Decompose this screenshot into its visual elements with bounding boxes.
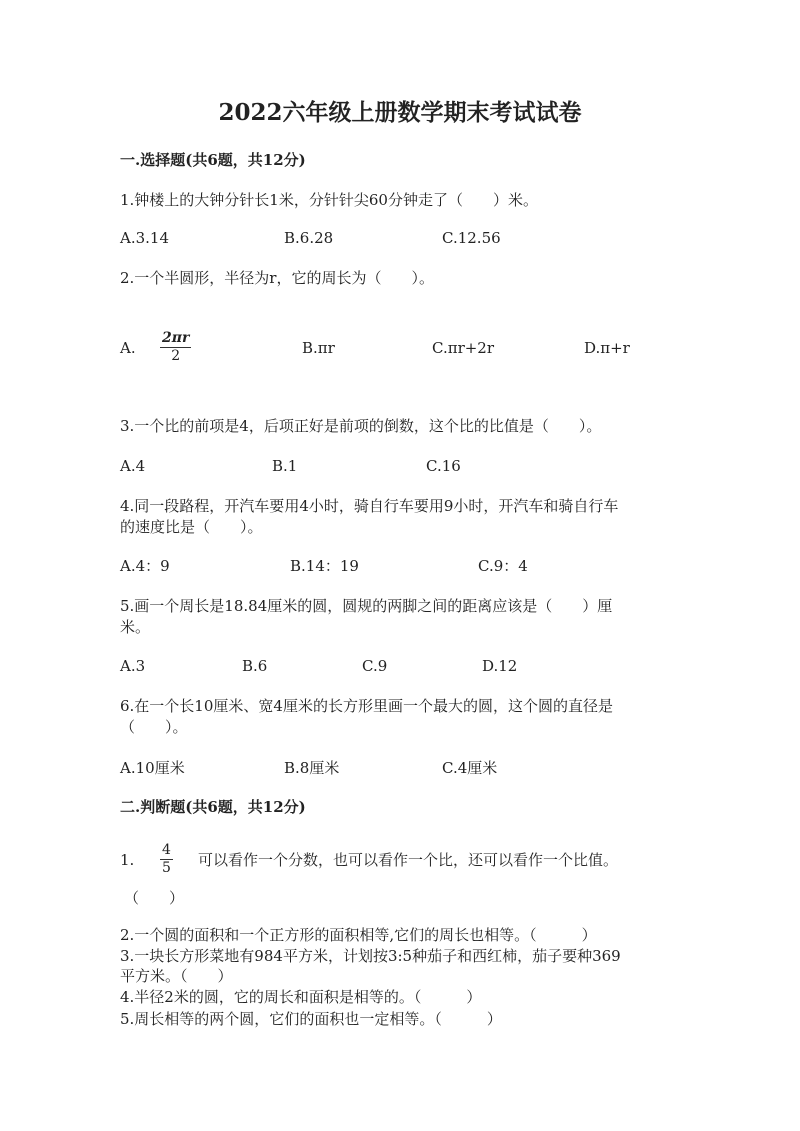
question-5-stem-line1: 5.画一个周长是18.84厘米的圆，圆规的两脚之间的距离应该是（ ）厘 <box>120 597 613 615</box>
question-3-option-a: A.4 <box>120 457 146 475</box>
question-3-option-c: C.16 <box>426 457 461 475</box>
question-5-option-d: D.12 <box>482 657 518 675</box>
judgment-1-answer-paren: （ ） <box>124 889 185 907</box>
fraction-denominator: 5 <box>162 860 171 876</box>
question-4-option-a: A.4：9 <box>120 557 170 575</box>
question-5-option-a: A.3 <box>120 657 146 675</box>
fraction-numerator: 4 <box>162 842 171 858</box>
judgment-1-label: 1. <box>120 851 135 869</box>
question-6-option-c: C.4厘米 <box>442 759 498 777</box>
question-4-stem-line2: 的速度比是（ ）。 <box>120 518 263 536</box>
question-2-option-a-fraction <box>160 331 191 364</box>
question-4-option-c: C.9：4 <box>478 557 528 575</box>
question-4-stem-line1: 4.同一段路程，开汽车要用4小时，骑自行车要用9小时，开汽车和骑自行车 <box>120 497 619 515</box>
judgment-1-fraction <box>160 843 173 876</box>
question-5-stem-line2: 米。 <box>120 618 151 636</box>
question-3-option-b: B.1 <box>272 457 298 475</box>
question-2-option-b: B.πr <box>302 339 335 357</box>
question-5-option-b: B.6 <box>242 657 268 675</box>
page-title: 2022六年级上册数学期末考试试卷 <box>218 99 582 126</box>
question-1-option-c: C.12.56 <box>442 229 501 247</box>
question-1-option-b: B.6.28 <box>284 229 334 247</box>
judgment-2: 2.一个圆的面积和一个正方形的面积相等,它们的周长也相等。（ ） <box>120 926 597 944</box>
fraction-denominator: 2 <box>171 348 181 364</box>
question-2-stem: 2.一个半圆形，半径为r，它的周长为（ ）。 <box>120 269 434 287</box>
judgment-3-line2: 平方米。（ ） <box>120 967 233 985</box>
fraction-numerator: 2πr <box>162 330 190 346</box>
question-2-option-c: C.πr+2r <box>432 339 495 357</box>
question-2-option-d: D.π+r <box>584 339 630 357</box>
judgment-5: 5.周长相等的两个圆，它们的面积也一定相等。（ ） <box>120 1010 502 1028</box>
judgment-1-stem: 可以看作一个分数，也可以看作一个比，还可以看作一个比值。 <box>198 851 619 869</box>
question-5-option-c: C.9 <box>362 657 388 675</box>
section-heading-judgment: 二.判断题(共6题，共12分) <box>120 798 306 816</box>
question-6-stem-line2: （ ）。 <box>120 718 188 736</box>
question-2-option-a-label: A. <box>120 339 136 357</box>
question-1-stem: 1.钟楼上的大钟分针长1米，分针针尖60分钟走了（ ）米。 <box>120 191 538 209</box>
question-6-stem-line1: 6.在一个长10厘米、宽4厘米的长方形里画一个最大的圆，这个圆的直径是 <box>120 697 613 715</box>
judgment-4: 4.半径2米的圆，它的周长和面积是相等的。（ ） <box>120 988 482 1006</box>
question-6-option-b: B.8厘米 <box>284 759 340 777</box>
section-heading-choice: 一.选择题(共6题，共12分) <box>120 151 306 169</box>
question-1-option-a: A.3.14 <box>120 229 169 247</box>
judgment-3-line1: 3.一块长方形菜地有984平方米，计划按3:5种茄子和西红柿，茄子要种369 <box>120 947 621 965</box>
question-3-stem: 3.一个比的前项是4，后项正好是前项的倒数，这个比的比值是（ ）。 <box>120 417 602 435</box>
question-4-option-b: B.14：19 <box>290 557 359 575</box>
question-6-option-a: A.10厘米 <box>120 759 185 777</box>
